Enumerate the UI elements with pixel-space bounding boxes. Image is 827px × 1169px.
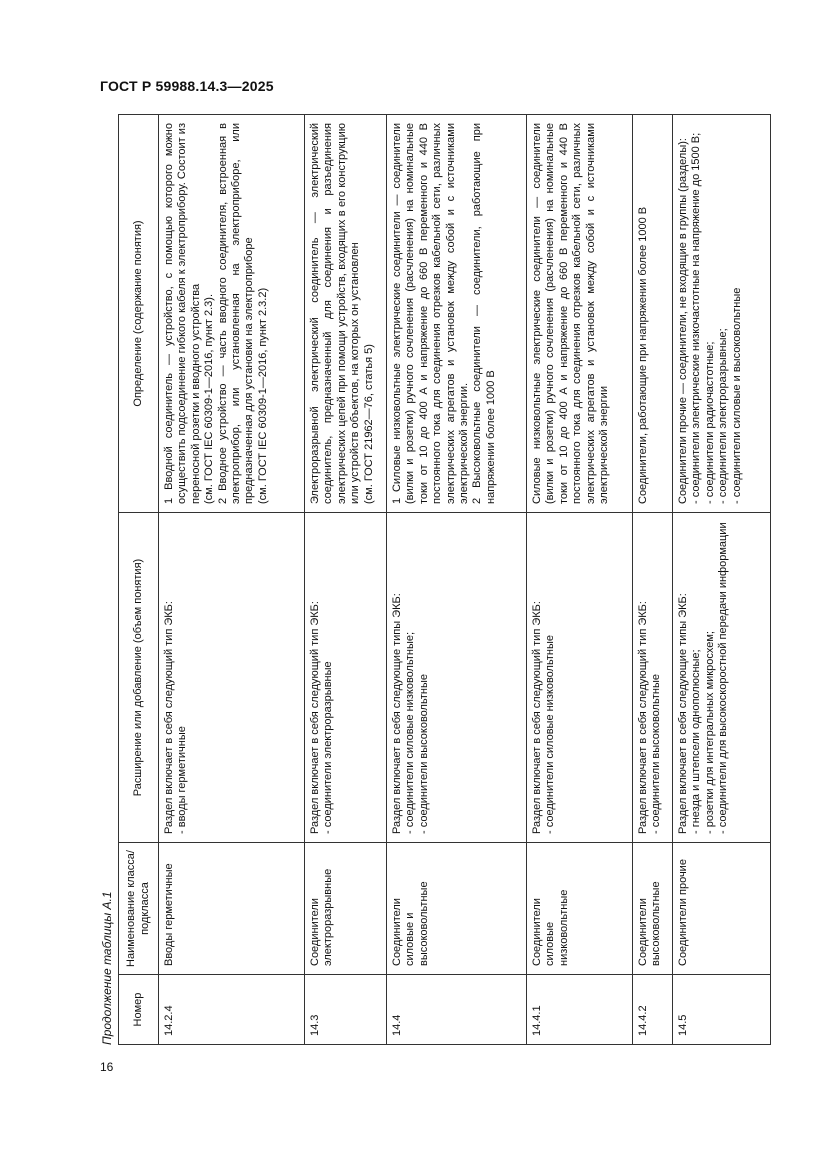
extension-line: Раздел включает в себя следующие типы ЭКБ: <box>391 593 403 834</box>
table-row <box>633 115 673 1045</box>
definition-line: (см. ГОСТ 21962—76, статья 5) <box>362 344 375 504</box>
definition-line: - соединители электроразрывные; <box>717 328 730 504</box>
cell-extension <box>305 513 387 843</box>
definitions-table <box>118 114 771 1045</box>
cell-definition <box>305 115 387 513</box>
header-number: Номер <box>119 975 159 1045</box>
cell-number: 14.4.1 <box>527 975 633 1045</box>
cell-number: 14.2.4 <box>159 975 305 1045</box>
table-row <box>305 115 387 1045</box>
cell-extension <box>387 513 527 843</box>
page-number: 16 <box>100 1060 114 1074</box>
cell-class-name: Соединители прочие <box>673 843 771 975</box>
definition-line: Соединители прочие — соединители, не входящие в группы (разделы): <box>677 138 689 504</box>
extension-line: - розетки для интегральных микросхем; <box>703 631 716 834</box>
cell-definition <box>527 115 633 513</box>
cell-class-name: Соединители электроразрывные <box>305 843 387 975</box>
definition-line: (см. ГОСТ IEC 60309-1—2016, пункт 2.3). <box>203 293 216 504</box>
definition-line: Силовые низковольтные электрические соединители — соединители (вилки и розетки) ручного сочленения (расчленения) на номинальные токи от 10 до 400 А и напряжение до 660 В переменного и 440 В постоянного тока для соединения отрезков кабельной сети, различных электрических агрегатов и установок между собой и с источниками электрической энергии <box>531 123 611 504</box>
definition-line: Соединители, работающие при напряжении более 1000 В <box>637 206 649 504</box>
rotated-table-block <box>100 115 770 1045</box>
definition-line: 1 Силовые низковольтные электрические соединители — соединители (вилки и розетки) ручного сочленения (расчленения) на номинальные токи от 10 до 400 А и напряжение до 660 В переменного и 440 В постоянного тока для соединения отрезков кабельной сети, различных электрических агрегатов и установок между собой и с источниками электрической энергии. <box>391 123 471 504</box>
cell-number: 14.3 <box>305 975 387 1045</box>
cell-number: 14.5 <box>673 975 771 1045</box>
cell-extension <box>527 513 633 843</box>
header-extension: Расширение или добавление (объем понятия) <box>119 513 159 843</box>
definition-line: 2 Высоковольтные соединители — соединители, работающие при напряжении более 1000 В <box>471 123 497 504</box>
definition-line: - соединители силовые и высоковольтные <box>730 287 743 504</box>
cell-definition <box>673 115 771 513</box>
table-row <box>673 115 771 1045</box>
extension-line: Раздел включает в себя следующий тип ЭКБ: <box>531 601 543 834</box>
cell-definition <box>633 115 673 513</box>
cell-class-name: Вводы герметичные <box>159 843 305 975</box>
definition-line: - соединители электрические низкочастотные на напряжение до 1500 В; <box>690 132 703 504</box>
extension-line: - соединители высоковольтные <box>650 674 663 834</box>
header-class-name: Наименование класса/подкласса <box>119 843 159 975</box>
extension-line: - соединители силовые низковольтные <box>544 635 557 834</box>
document-title: ГОСТ Р 59988.14.3—2025 <box>100 78 274 94</box>
table-row <box>527 115 633 1045</box>
definition-line: (см. ГОСТ IEC 60309-1—2016, пункт 2.3.2) <box>256 287 269 504</box>
definition-line: 1 Вводной соединитель — устройство, с помощью которого можно осуществить подсоединение гибкого кабеля к электроприбору. Состоит из переносной розетки и вводного устройства <box>163 123 202 504</box>
definition-line: 2 Вводное устройство — часть вводного соединителя, встроенная в электроприбор, или установленная на электроприборе, или предназначенная для установки на электроприборе <box>216 123 256 504</box>
cell-number: 14.4 <box>387 975 527 1045</box>
extension-line: - соединители силовые низковольтные; <box>404 631 417 834</box>
cell-class-name: Соединители силовые и высоковольтные <box>387 843 527 975</box>
extension-line: - соединители электроразрывные <box>322 661 335 834</box>
extension-line: - гнезда и штепсели однополюсные; <box>690 649 703 834</box>
cell-class-name: Соединители высоковольтные <box>633 843 673 975</box>
extension-line: - соединители для высокоскоростной передачи информации <box>717 522 730 834</box>
cell-definition <box>387 115 527 513</box>
extension-line: Раздел включает в себя следующий тип ЭКБ: <box>637 601 649 834</box>
table-row <box>159 115 305 1045</box>
cell-extension <box>633 513 673 843</box>
definition-line: - соединители радиочастотные; <box>703 341 716 504</box>
extension-line: Раздел включает в себя следующие типы ЭКБ: <box>677 593 689 834</box>
extension-line: - соединители высоковольтные <box>417 674 430 834</box>
extension-line: Раздел включает в себя следующий тип ЭКБ: <box>309 601 321 834</box>
definition-line: Электроразрывной электрический соединитель — электрический соединитель, предназначенный для соединения и разъединения электрических цепей при помощи устройств, входящих в его конструкцию или устройств объектов, на которых он установлен <box>309 123 362 504</box>
header-definition: Определение (содержание понятия) <box>119 115 159 513</box>
table-caption: Продолжение таблицы А.1 <box>100 891 114 1045</box>
cell-extension <box>159 513 305 843</box>
table-row <box>387 115 527 1045</box>
extension-line: - вводы герметичные <box>176 726 189 834</box>
extension-line: Раздел включает в себя следующий тип ЭКБ: <box>163 601 175 834</box>
cell-class-name: Соединители силовые низковольтные <box>527 843 633 975</box>
cell-number: 14.4.2 <box>633 975 673 1045</box>
cell-definition <box>159 115 305 513</box>
cell-extension <box>673 513 771 843</box>
table-header-row <box>119 115 159 1045</box>
